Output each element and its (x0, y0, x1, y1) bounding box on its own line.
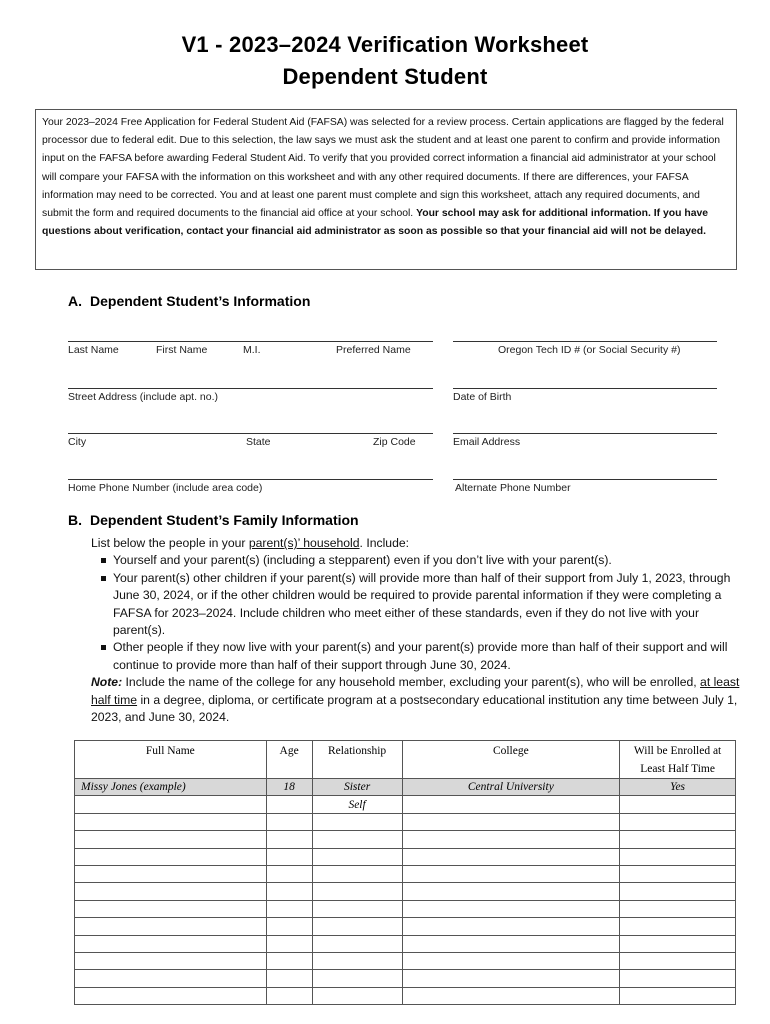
alt-phone-input-line[interactable] (453, 479, 717, 480)
age-cell[interactable] (266, 848, 312, 865)
relationship-cell[interactable] (312, 813, 402, 830)
enrolled-cell[interactable] (620, 796, 736, 813)
name-cell[interactable] (75, 831, 267, 848)
age-cell[interactable] (266, 935, 312, 952)
relationship-cell[interactable] (312, 935, 402, 952)
name-cell[interactable] (75, 865, 267, 882)
section-b-intro (91, 535, 741, 552)
example-relationship: Sister (312, 779, 402, 796)
enrolled-cell[interactable] (620, 970, 736, 987)
relationship-cell[interactable] (312, 865, 402, 882)
age-cell[interactable] (266, 796, 312, 813)
section-a-heading (68, 293, 310, 309)
table-row[interactable] (75, 883, 736, 900)
section-b-heading (68, 512, 359, 528)
relationship-cell[interactable] (312, 831, 402, 848)
note-label: Note: (91, 675, 123, 690)
mi-label: M.I. (243, 344, 261, 356)
email-input-line[interactable] (453, 433, 717, 434)
table-row[interactable] (75, 970, 736, 987)
section-b-letter: B. (68, 512, 82, 528)
enrolled-cell[interactable] (620, 848, 736, 865)
college-cell[interactable] (402, 813, 620, 830)
name-cell[interactable] (75, 813, 267, 830)
section-b-instructions (91, 535, 741, 726)
table-header-row (75, 741, 736, 779)
enrolled-cell[interactable] (620, 865, 736, 882)
home-phone-input-line[interactable] (68, 479, 433, 480)
enrolled-cell[interactable] (620, 987, 736, 1004)
email-label: Email Address (453, 436, 521, 448)
age-cell[interactable] (266, 900, 312, 917)
table-row[interactable] (75, 987, 736, 1004)
family-table (74, 740, 736, 1005)
intro-text: Your 2023–2024 Free Application for Federal Student Aid (FAFSA) was selected for a review process. Certain applications are flagged by the federal processor due to federal edit. Due to this selection, the law says we must ask the student and at least one parent to confirm and provide information input on the FAFSA before awarding Federal Student Aid. To verify that you provided correct information a financial aid administrator at your school will compare your FAFSA with the information on this worksheet and with any other required documents. If there are differences, your FAFSA information may need to be corrected. You and at least one parent must complete and sign this worksheet, attach any required documents, and submit the form and required documents to the financial aid office at your school. (42, 117, 724, 220)
last-name-label: Last Name (68, 344, 119, 356)
alt-phone-label: Alternate Phone Number (455, 482, 571, 494)
student-id-label: Oregon Tech ID # (or Social Security #) (498, 344, 681, 356)
relationship-cell[interactable] (312, 848, 402, 865)
college-cell[interactable] (402, 918, 620, 935)
table-row[interactable] (75, 918, 736, 935)
college-cell[interactable] (402, 900, 620, 917)
enrolled-cell[interactable] (620, 883, 736, 900)
age-cell[interactable] (266, 952, 312, 969)
age-cell[interactable] (266, 987, 312, 1004)
enrolled-cell[interactable] (620, 831, 736, 848)
note-underline: at least half time (91, 675, 740, 707)
page-subtitle: Dependent Student (282, 64, 488, 89)
age-cell[interactable] (266, 883, 312, 900)
example-college: Central University (402, 779, 620, 796)
college-cell[interactable] (402, 952, 620, 969)
relationship-cell[interactable] (312, 900, 402, 917)
dob-input-line[interactable] (453, 388, 717, 389)
intro-underline: parent(s)’ household (248, 536, 360, 550)
self-relationship-cell: Self (312, 796, 402, 813)
note-post: in a degree, diploma, or certificate program at a postsecondary educational institution any time between July 1, 2023, and June 30, 2024. (91, 692, 738, 725)
enrolled-cell[interactable] (620, 952, 736, 969)
table-row[interactable] (75, 831, 736, 848)
col-header-name: Full Name (75, 741, 267, 779)
college-cell[interactable] (402, 935, 620, 952)
age-cell[interactable] (266, 865, 312, 882)
table-row[interactable] (75, 865, 736, 882)
relationship-cell[interactable] (312, 970, 402, 987)
section-a-letter: A. (68, 293, 82, 309)
college-cell[interactable] (402, 796, 620, 813)
intro-pre: List below the people in your (91, 536, 249, 550)
name-input-line[interactable] (68, 341, 433, 342)
enrolled-cell[interactable] (620, 813, 736, 830)
zip-label: Zip Code (373, 436, 416, 448)
section-a-title: Dependent Student’s Information (90, 293, 311, 309)
example-row (75, 779, 736, 796)
name-cell[interactable] (75, 952, 267, 969)
enrolled-cell[interactable] (620, 918, 736, 935)
col-header-age: Age (266, 741, 312, 779)
note (91, 674, 741, 726)
intro-post: . Include: (359, 536, 410, 550)
age-cell[interactable] (266, 918, 312, 935)
table-row[interactable] (75, 813, 736, 830)
col-header-college: College (402, 741, 620, 779)
college-cell[interactable] (402, 848, 620, 865)
table-row[interactable] (75, 900, 736, 917)
bullet-item: Yourself and your parent(s) (including a stepparent) even if you don’t live with your parent(s). (91, 552, 741, 569)
enrolled-cell[interactable] (620, 900, 736, 917)
table-row[interactable] (75, 796, 736, 813)
relationship-cell[interactable] (312, 952, 402, 969)
id-input-line[interactable] (453, 341, 717, 342)
example-age: 18 (266, 779, 312, 796)
col-header-relationship: Relationship (312, 741, 402, 779)
name-cell[interactable] (75, 883, 267, 900)
relationship-cell[interactable] (312, 918, 402, 935)
table-row[interactable] (75, 952, 736, 969)
home-phone-label: Home Phone Number (include area code) (68, 482, 263, 494)
intro-bold-text: Your school may ask for additional information. If you have questions about verification, contact your financial aid administrator as soon as possible so that your financial aid will not be delayed. (42, 208, 709, 238)
street-label: Street Address (include apt. no.) (68, 391, 218, 403)
relationship-cell[interactable] (312, 883, 402, 900)
city-input-line[interactable] (68, 433, 433, 434)
college-cell[interactable] (402, 883, 620, 900)
name-cell[interactable] (75, 796, 267, 813)
bullet-item: Your parent(s) other children if your parent(s) will provide more than half of their support from July 1, 2023, through June 30, 2024, or if the other children would be required to provide parental information if they were completing a FAFSA for 2023–2024. Include children who meet either of these standards, even if they do not live with your parent(s). (91, 570, 741, 640)
age-cell[interactable] (266, 813, 312, 830)
example-name: Missy Jones (example) (75, 779, 267, 796)
age-cell[interactable] (266, 831, 312, 848)
first-name-label: First Name (156, 344, 208, 356)
page-title: V1 - 2023–2024 Verification Worksheet (181, 32, 589, 57)
state-label: State (246, 436, 271, 448)
col-header-enrolled: Will be Enrolled at Least Half Time (620, 741, 736, 779)
bullet-item: Other people if they now live with your parent(s) and your parent(s) provide more than half of their support and will continue to provide more than half of their support through June 30, 2024. (91, 639, 741, 674)
intro-box (35, 109, 737, 270)
street-input-line[interactable] (68, 388, 433, 389)
name-cell[interactable] (75, 935, 267, 952)
enrolled-cell[interactable] (620, 935, 736, 952)
city-label: City (68, 436, 87, 448)
name-cell[interactable] (75, 970, 267, 987)
name-cell[interactable] (75, 987, 267, 1004)
preferred-name-label: Preferred Name (336, 344, 411, 356)
college-cell[interactable] (402, 831, 620, 848)
name-cell[interactable] (75, 918, 267, 935)
table-row[interactable] (75, 848, 736, 865)
college-cell[interactable] (402, 970, 620, 987)
example-enrolled: Yes (620, 779, 736, 796)
dob-label: Date of Birth (453, 391, 512, 403)
table-row[interactable] (75, 935, 736, 952)
name-cell[interactable] (75, 900, 267, 917)
college-cell[interactable] (402, 987, 620, 1004)
name-cell[interactable] (75, 848, 267, 865)
note-pre: Include the name of the college for any household member, excluding your parent(s), who will be enrolled, (122, 675, 701, 690)
relationship-cell[interactable] (312, 987, 402, 1004)
college-cell[interactable] (402, 865, 620, 882)
bullet-list (91, 552, 741, 674)
age-cell[interactable] (266, 970, 312, 987)
section-b-title: Dependent Student’s Family Information (90, 512, 359, 528)
